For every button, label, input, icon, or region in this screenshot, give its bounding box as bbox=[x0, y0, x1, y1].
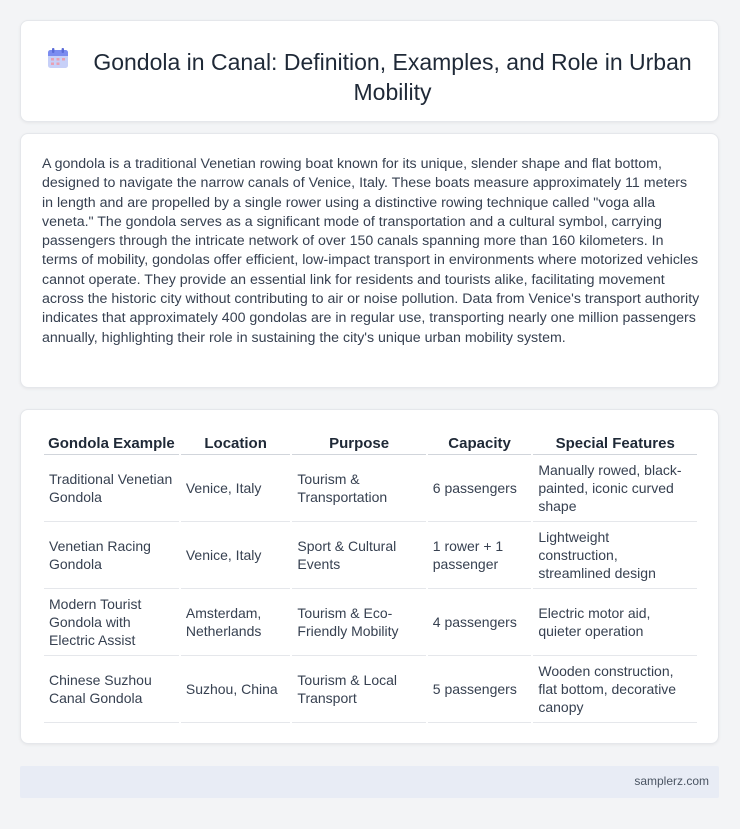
table-cell: Tourism & Local Transport bbox=[292, 656, 425, 723]
table-cell: 1 rower + 1 passenger bbox=[428, 522, 532, 589]
table-cell: Wooden construction, flat bottom, decorative canopy bbox=[533, 656, 697, 723]
table-header-row bbox=[44, 433, 697, 455]
column-header: Location bbox=[181, 433, 291, 455]
table-row bbox=[44, 455, 697, 522]
column-header: Gondola Example bbox=[44, 433, 179, 455]
table-cell: 6 passengers bbox=[428, 455, 532, 522]
table-cell: Venice, Italy bbox=[181, 522, 291, 589]
table-row bbox=[44, 589, 697, 656]
column-header: Capacity bbox=[428, 433, 532, 455]
page-title: Gondola in Canal: Definition, Examples, and Role in Urban Mobility bbox=[93, 49, 692, 105]
table-cell: Suzhou, China bbox=[181, 656, 291, 723]
table-cell: Tourism & Eco-Friendly Mobility bbox=[292, 589, 425, 656]
table-row bbox=[44, 656, 697, 723]
footer bbox=[20, 766, 719, 798]
table-cell: 4 passengers bbox=[428, 589, 532, 656]
column-header: Special Features bbox=[533, 433, 697, 455]
table-cell: Lightweight construction, streamlined design bbox=[533, 522, 697, 589]
gondola-table bbox=[42, 433, 699, 723]
table-cell: Chinese Suzhou Canal Gondola bbox=[44, 656, 179, 723]
column-header: Purpose bbox=[292, 433, 425, 455]
table-cell: Electric motor aid, quieter operation bbox=[533, 589, 697, 656]
footer-site-link[interactable]: samplerz.com bbox=[634, 774, 709, 788]
table-cell: Venetian Racing Gondola bbox=[44, 522, 179, 589]
description-text: A gondola is a traditional Venetian rowing boat known for its unique, slender shape and flat bottom, designed to navigate the narrow canals of Venice, Italy. These boats measure approximately 11 meters in length and are propelled by a single rower using a distinctive rowing technique called "voga alla veneta." The gondola serves as a significant mode of transportation and a cultural symbol, carrying passengers through the intricate network of over 150 canals spanning more than 160 kilometers. In terms of mobility, gondolas offer efficient, low-impact transport in environments where motorized vehicles cannot operate. They provide an essential link for residents and tourists alike, facilitating movement across the historic city without contributing to air or noise pollution. Data from Venice's transport authority indicates that approximately 400 gondolas are in regular use, transporting nearly one million passengers annually, highlighting their role in sustaining the city's unique urban mobility system. bbox=[42, 156, 700, 346]
description-card bbox=[20, 133, 719, 388]
title-card bbox=[20, 20, 719, 122]
table-cell: Amsterdam, Netherlands bbox=[181, 589, 291, 656]
table-cell: 5 passengers bbox=[428, 656, 532, 723]
table-cell: Modern Tourist Gondola with Electric Assist bbox=[44, 589, 179, 656]
table-cell: Sport & Cultural Events bbox=[292, 522, 425, 589]
table-cell: Venice, Italy bbox=[181, 455, 291, 522]
calendar-icon bbox=[47, 47, 69, 69]
table-card bbox=[20, 409, 719, 744]
table-cell: Manually rowed, black-painted, iconic curved shape bbox=[533, 455, 697, 522]
table-cell: Traditional Venetian Gondola bbox=[44, 455, 179, 522]
table-row bbox=[44, 522, 697, 589]
table-cell: Tourism & Transportation bbox=[292, 455, 425, 522]
